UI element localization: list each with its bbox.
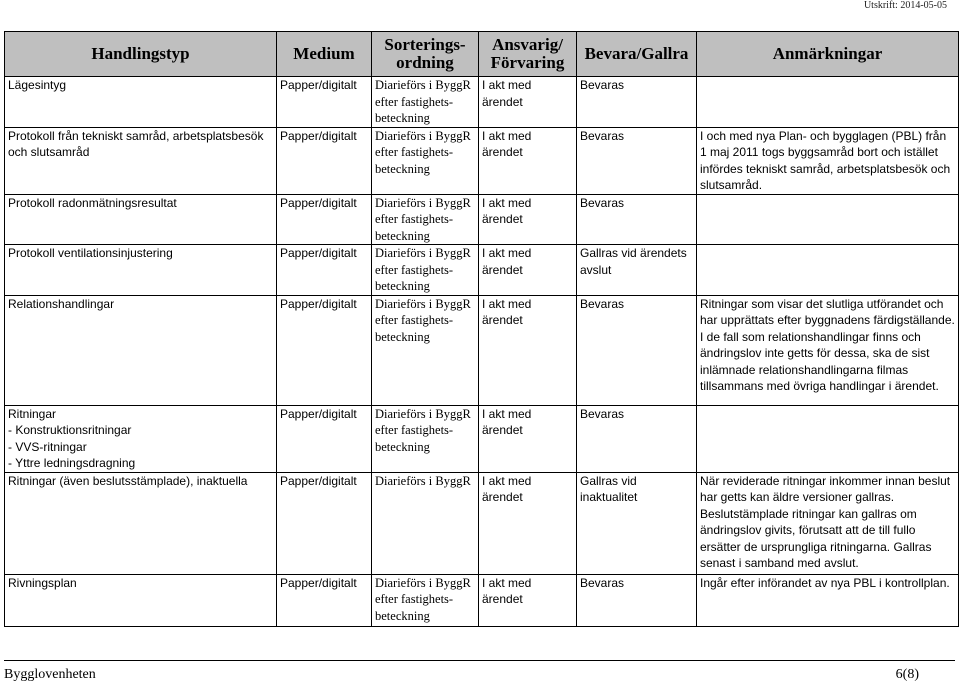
- header-keep-discard: Bevara/Gallra: [577, 32, 697, 77]
- records-table: [4, 31, 959, 627]
- cell-medium: Papper/digitalt: [277, 127, 372, 194]
- cell-medium: Papper/digitalt: [277, 245, 372, 296]
- header-medium: Medium: [277, 32, 372, 77]
- cell-keep-discard: Bevaras: [577, 127, 697, 194]
- cell-sort-order: Diarieförs i ByggR efter fastighets- beteckning: [372, 245, 479, 296]
- cell-medium: Papper/digitalt: [277, 574, 372, 626]
- cell-keep-discard: Bevaras: [577, 77, 697, 128]
- cell-notes: [697, 194, 959, 245]
- cell-keep-discard: Bevaras: [577, 574, 697, 626]
- cell-notes: [697, 405, 959, 472]
- footer-department: Bygglovenheten: [4, 667, 96, 682]
- cell-sort-order: Diarieförs i ByggR efter fastighets- beteckning: [372, 405, 479, 472]
- cell-keep-discard: Bevaras: [577, 194, 697, 245]
- cell-responsible: I akt med ärendet: [479, 472, 577, 574]
- cell-medium: Papper/digitalt: [277, 194, 372, 245]
- cell-responsible: I akt med ärendet: [479, 295, 577, 405]
- cell-notes: När reviderade ritningar inkommer innan beslut har getts kan äldre versioner gallras. Beslutstämplade ritningar kan gallras om ändringslov givits, förutsatt att de till fullo ersätter de ursprungliga ritningarna. Gallras senast i samband med avslut.: [697, 472, 959, 574]
- cell-document-type: Lägesintyg: [5, 77, 277, 128]
- cell-medium: Papper/digitalt: [277, 77, 372, 128]
- table-row: [5, 405, 959, 472]
- table-row: [5, 127, 959, 194]
- footer-divider: [4, 660, 955, 661]
- table-row: [5, 574, 959, 626]
- footer-page-number: 6(8): [895, 667, 919, 682]
- print-date: Utskrift: 2014-05-05: [863, 0, 947, 11]
- cell-medium: Papper/digitalt: [277, 295, 372, 405]
- cell-sort-order: Diarieförs i ByggR efter fastighets- beteckning: [372, 127, 479, 194]
- cell-notes: I och med nya Plan- och bygglagen (PBL) från 1 maj 2011 togs byggsamråd bort och istället infördes tekniskt samråd, arbetsplatsbesök och slutsamråd.: [697, 127, 959, 194]
- cell-keep-discard: Gallras vid inaktualitet: [577, 472, 697, 574]
- cell-sort-order: Diarieförs i ByggR: [372, 472, 479, 574]
- cell-notes: [697, 77, 959, 128]
- cell-keep-discard: Bevaras: [577, 405, 697, 472]
- cell-medium: Papper/digitalt: [277, 405, 372, 472]
- cell-responsible: I akt med ärendet: [479, 574, 577, 626]
- table-row: [5, 194, 959, 245]
- header-row: [5, 32, 959, 77]
- header-sort-order: Sorterings- ordning: [372, 32, 479, 77]
- header-notes: Anmärkningar: [697, 32, 959, 77]
- cell-responsible: I akt med ärendet: [479, 405, 577, 472]
- cell-notes: Ritningar som visar det slutliga utförandet och har upprättats efter byggnadens färdigställande. I de fall som relationshandlingar finns och ändringslov inte getts för dessa, ska de sist inlämnade relationshandlingarna filmas tillsammans med övriga handlingar i ärendet.: [697, 295, 959, 405]
- cell-sort-order: Diarieförs i ByggR efter fastighets- beteckning: [372, 194, 479, 245]
- cell-notes: Ingår efter införandet av nya PBL i kontrollplan.: [697, 574, 959, 626]
- cell-document-type: Ritningar - Konstruktionsritningar - VVS-ritningar - Yttre ledningsdragning: [5, 405, 277, 472]
- cell-document-type: Ritningar (även beslutsstämplade), inaktuella: [5, 472, 277, 574]
- cell-responsible: I akt med ärendet: [479, 127, 577, 194]
- cell-document-type: Protokoll från tekniskt samråd, arbetsplatsbesök och slutsamråd: [5, 127, 277, 194]
- cell-document-type: Relationshandlingar: [5, 295, 277, 405]
- table-row: [5, 245, 959, 296]
- cell-responsible: I akt med ärendet: [479, 245, 577, 296]
- cell-responsible: I akt med ärendet: [479, 194, 577, 245]
- header-responsible-storage: Ansvarig/ Förvaring: [479, 32, 577, 77]
- cell-document-type: Rivningsplan: [5, 574, 277, 626]
- cell-responsible: I akt med ärendet: [479, 77, 577, 128]
- cell-keep-discard: Bevaras: [577, 295, 697, 405]
- cell-sort-order: Diarieförs i ByggR efter fastighets- beteckning: [372, 295, 479, 405]
- cell-keep-discard: Gallras vid ärendets avslut: [577, 245, 697, 296]
- cell-notes: [697, 245, 959, 296]
- cell-medium: Papper/digitalt: [277, 472, 372, 574]
- header-document-type: Handlingstyp: [5, 32, 277, 77]
- table-row: [5, 295, 959, 405]
- table-row: [5, 77, 959, 128]
- cell-document-type: Protokoll ventilationsinjustering: [5, 245, 277, 296]
- cell-document-type: Protokoll radonmätningsresultat: [5, 194, 277, 245]
- table-row: [5, 472, 959, 574]
- cell-sort-order: Diarieförs i ByggR efter fastighets- beteckning: [372, 77, 479, 128]
- cell-sort-order: Diarieförs i ByggR efter fastighets- beteckning: [372, 574, 479, 626]
